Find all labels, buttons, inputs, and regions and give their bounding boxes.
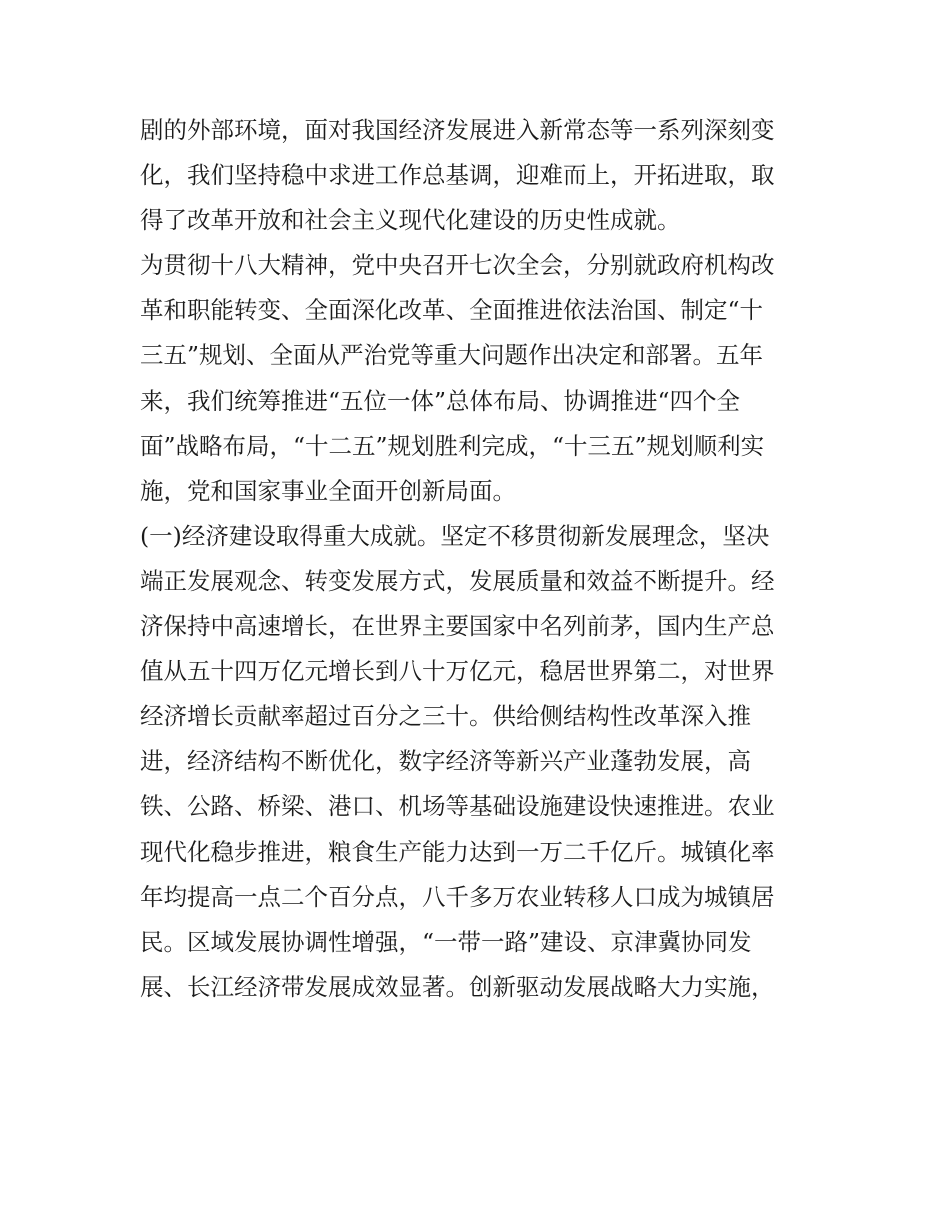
text-line: 济保持中高速增长，在世界主要国家中名列前茅，国内生产总	[140, 612, 775, 641]
text-line: 进，经济结构不断优化，数字经济等新兴产业蓬勃发展，高	[140, 747, 751, 776]
text-line: 来，我们统筹推进“五位一体”总体布局、协调推进“四个全	[140, 386, 741, 415]
text-line: 年均提高一点二个百分点，八千多万农业转移人口成为城镇居	[140, 882, 775, 911]
text-line: 革和职能转变、全面深化改革、全面推进依法治国、制定“十	[140, 296, 764, 325]
text-line: 面”战略布局，“十二五”规划胜利完成，“十三五”规划顺利实	[140, 431, 765, 460]
text-line: 为贯彻十八大精神，党中央召开七次全会，分别就政府机构改	[140, 251, 775, 280]
text-line: 经济增长贡献率超过百分之三十。供给侧结构性改革深入推	[140, 702, 751, 731]
text-line: 施，党和国家事业全面开创新局面。	[140, 476, 516, 505]
text-line: (一)经济建设取得重大成就。坚定不移贯彻新发展理念，坚决	[140, 521, 770, 550]
text-line: 展、长江经济带发展成效显著。创新驱动发展战略大力实施，	[140, 972, 775, 1001]
text-line: 铁、公路、桥梁、港口、机场等基础设施建设快速推进。农业	[140, 792, 775, 821]
text-line: 现代化稳步推进，粮食生产能力达到一万二千亿斤。城镇化率	[140, 837, 775, 866]
text-line: 值从五十四万亿元增长到八十万亿元，稳居世界第二，对世界	[140, 657, 775, 686]
text-line: 端正发展观念、转变发展方式，发展质量和效益不断提升。经	[140, 566, 775, 595]
text-line: 得了改革开放和社会主义现代化建设的历史性成就。	[140, 206, 681, 235]
text-line: 民。区域发展协调性增强，“一带一路”建设、京津冀协同发	[140, 927, 752, 956]
text-line: 三五”规划、全面从严治党等重大问题作出决定和部署。五年	[140, 341, 764, 370]
text-line: 化，我们坚持稳中求进工作总基调，迎难而上，开拓进取，取	[140, 161, 775, 190]
text-line: 剧的外部环境，面对我国经济发展进入新常态等一系列深刻变	[140, 116, 775, 144]
body-text	[140, 108, 820, 1010]
